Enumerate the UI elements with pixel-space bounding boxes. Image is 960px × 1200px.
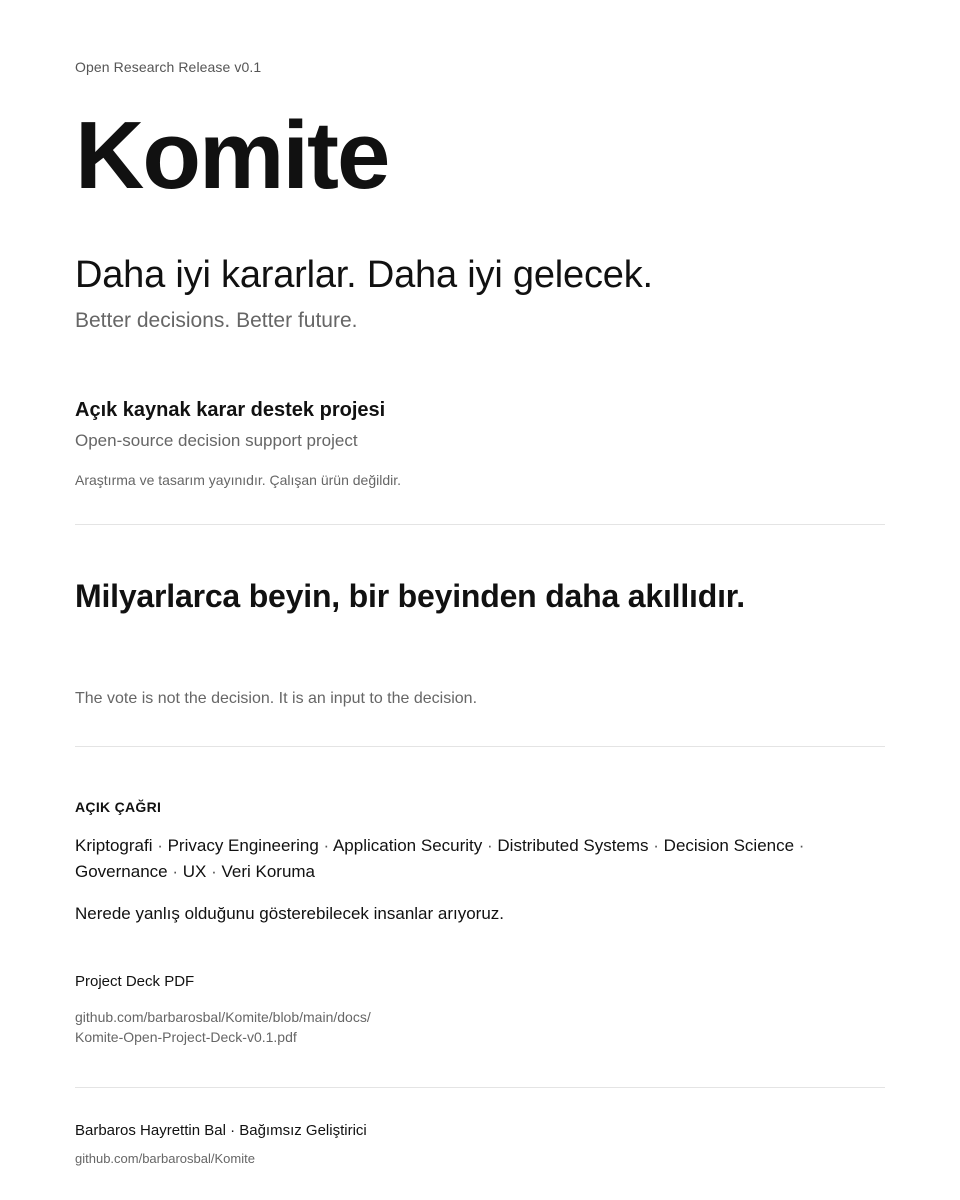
topic: Kriptografi [75,836,153,855]
topic: Application Security [332,836,483,855]
divider [75,746,885,747]
author-credit: Barbaros Hayrettin Bal · Bağımsız Geliştirici [75,1122,367,1139]
release-label: Open Research Release v0.1 [75,59,262,75]
divider [75,524,885,525]
open-call-topics: Kriptografi · Privacy Engineering · Application Security · Distributed Systems · Decision Science · Governance · UX · Veri Koruma [75,836,805,881]
repo-link[interactable]: github.com/barbarosbal/Komite [75,1151,255,1166]
deck-url-line-2: Komite-Open-Project-Deck-v0.1.pdf [75,1029,297,1045]
topic: Privacy Engineering [167,836,319,855]
project-title-turkish: Açık kaynak karar destek projesi [75,399,386,421]
disclaimer: Araştırma ve tasarım yayınıdır. Çalışan ürün değildir. [75,472,402,488]
open-call-heading: AÇIK ÇAĞRI [75,799,162,815]
topic: Veri Koruma [221,862,316,881]
project-title-english: Open-source decision support project [75,431,358,450]
tagline-turkish: Daha iyi kararlar. Daha iyi gelecek. [75,254,653,296]
topic: UX [182,862,207,881]
divider [75,1087,885,1088]
open-call-cta: Nerede yanlış olduğunu gösterebilecek insanlar arıyoruz. [75,904,505,923]
topic: Decision Science [663,836,795,855]
topic: Distributed Systems [497,836,649,855]
tagline-english: Better decisions. Better future. [75,309,358,332]
principle-statement: Milyarlarca beyin, bir beyinden daha akıllıdır. [75,578,745,614]
principle-note: The vote is not the decision. It is an input to the decision. [75,690,478,707]
brand-title: Komite [75,102,389,209]
deck-label: Project Deck PDF [75,973,195,990]
deck-pdf-link[interactable] [75,1007,371,1047]
deck-url-line-1: github.com/barbarosbal/Komite/blob/main/docs/ [75,1009,371,1025]
topic: Governance [75,862,168,881]
